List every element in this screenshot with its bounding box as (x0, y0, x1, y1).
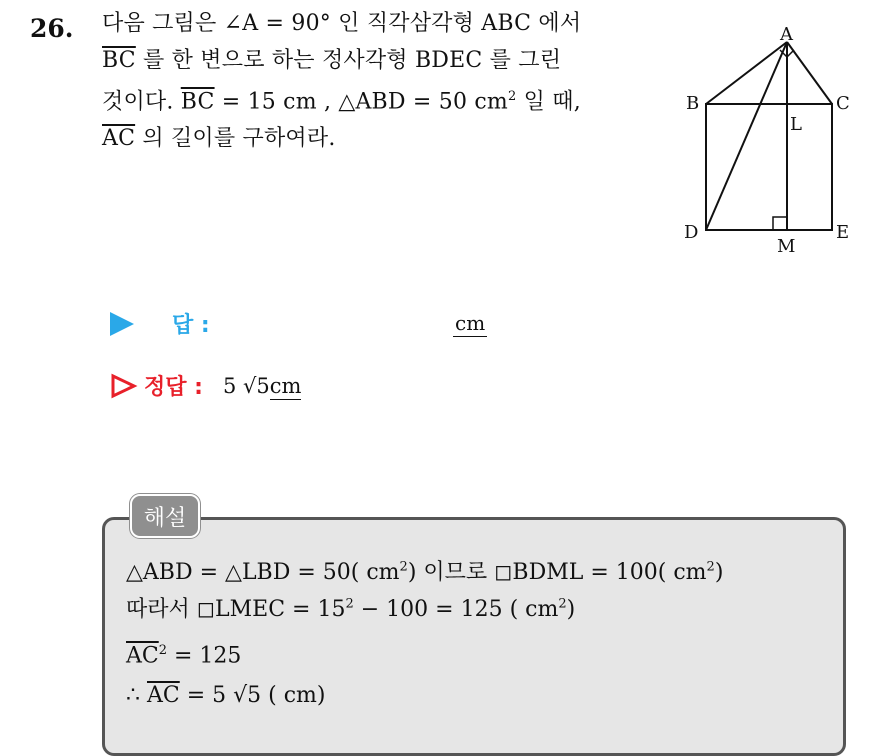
question-line-4 (102, 121, 662, 158)
label-e: E (836, 222, 850, 243)
question-line-3 (102, 79, 662, 121)
correct-radical: √5 (243, 373, 270, 398)
label-l: L (790, 114, 802, 135)
sol-text: ) 이므로 ◻BDML = 100( cm (407, 560, 707, 585)
solution-line-4 (126, 683, 326, 708)
sol-text: ) (566, 597, 576, 622)
solution-line-3 (126, 643, 241, 668)
correct-answer-value (223, 374, 302, 398)
label-b: B (686, 93, 700, 114)
segment-bc: $\overline{BC}$ (180, 89, 215, 115)
question-text (102, 6, 662, 157)
sol-text: − 100 = 125 ( cm (353, 597, 559, 622)
sol-text: △ABD = △LBD = 50( cm (126, 560, 400, 585)
sol-text: 따라서 ◻LMEC = 15 (126, 597, 346, 622)
question-line-1: 다음 그림은 ∠A = 90° 인 직각삼각형 ABC 에서 (102, 11, 582, 36)
segment-ac: $\overline{AC}$ (126, 643, 159, 669)
superscript: 2 (507, 89, 517, 104)
question-line-3-b: = 15 cm , △ABD = 50 cm (214, 89, 508, 115)
question-line-2 (102, 43, 662, 80)
solution-line-1 (126, 555, 723, 586)
correct-answer-label: 정답 : (144, 375, 203, 400)
label-a: A (780, 24, 793, 45)
superscript: 2 (399, 559, 408, 575)
question-line-3-c: 일 때, (516, 89, 581, 115)
solution-box (102, 517, 846, 756)
superscript: 2 (558, 596, 567, 612)
label-m: M (777, 236, 796, 257)
superscript: 2 (158, 643, 168, 658)
question-line-3-a: 것이다. (102, 89, 181, 115)
question-number: 26. (30, 14, 74, 43)
sol-text: ∴ (126, 683, 147, 708)
outline-arrow-icon (110, 373, 138, 399)
square-bdec (706, 104, 832, 230)
right-angle-m (773, 217, 787, 230)
segment-ac: $\overline{AC}$ (147, 683, 180, 708)
play-arrow-icon (110, 312, 134, 336)
correct-unit: cm (269, 373, 302, 398)
correct-answer-row (110, 370, 301, 401)
segment-ad (706, 42, 787, 230)
segment-ab (706, 42, 787, 104)
correct-coef: 5 (222, 373, 237, 398)
superscript: 2 (345, 596, 354, 612)
label-c: C (836, 93, 850, 114)
superscript: 2 (706, 559, 715, 575)
solution-line-2 (126, 592, 575, 623)
answer-label: 답 : (172, 313, 210, 338)
answer-blank[interactable]: cm (455, 311, 486, 335)
label-d: D (684, 222, 699, 243)
question-line-2-text: 를 한 변으로 하는 정사각형 BDEC 를 그린 (135, 47, 562, 73)
question-line-4-text: 의 길이를 구하여라. (135, 125, 336, 151)
solution-tag: 해설 (130, 494, 200, 538)
segment-bc: $\overline{BC}$ (102, 47, 136, 73)
geometry-figure (670, 20, 860, 260)
sol-text: = 5 √5 ( cm) (179, 683, 326, 708)
sol-text: = 125 (167, 643, 242, 669)
answer-row (110, 308, 210, 339)
sol-text: ) (714, 560, 724, 585)
segment-ac: $\overline{AC}$ (102, 125, 136, 151)
